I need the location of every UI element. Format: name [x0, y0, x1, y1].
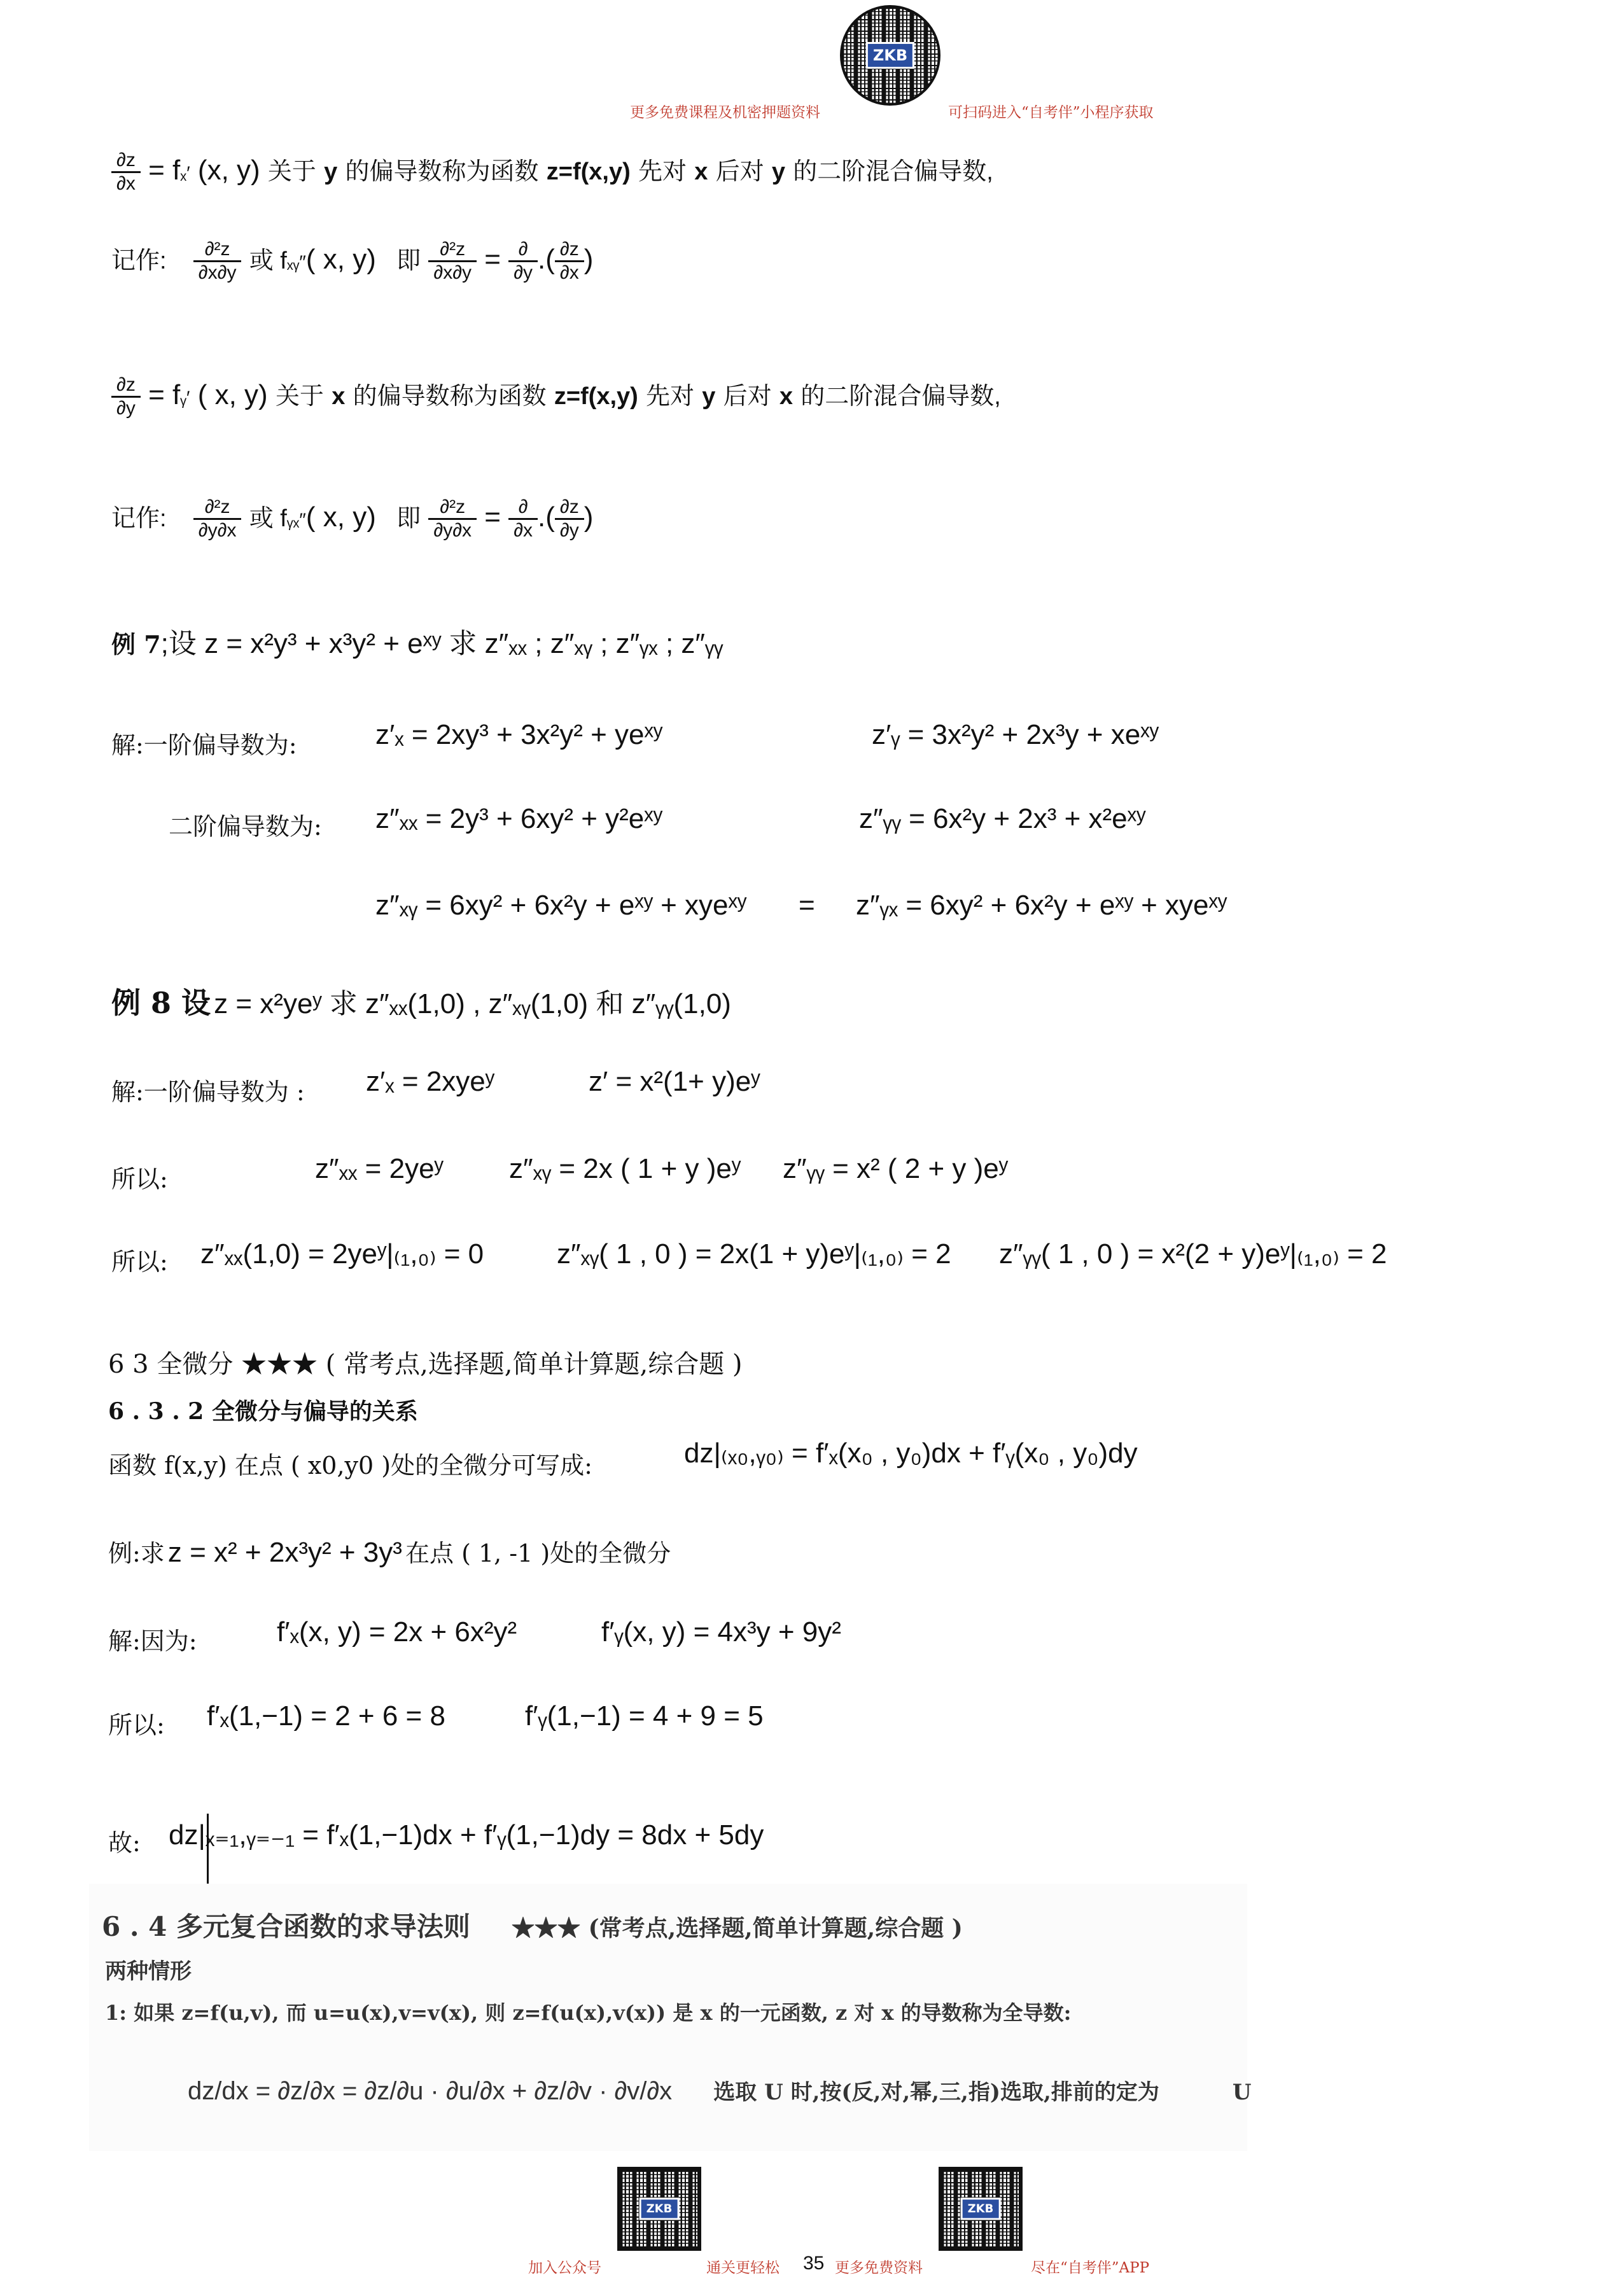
mixed-line1-func: z=f(x,y): [546, 158, 631, 186]
header-qr-code: [840, 5, 940, 106]
ex7-equals: =: [799, 890, 815, 921]
mixed-line2-x: x: [779, 383, 794, 410]
mixed-line1-text-b: 的偏导数称为函数: [345, 158, 539, 186]
sec63-fy-value: f′ᵧ(1,−1) = 4 + 9 = 5: [525, 1700, 764, 1732]
ex8-zxx: z″ₓₓ = 2yeʸ: [315, 1153, 444, 1184]
mixed-line2-y: y: [702, 383, 716, 410]
sec63-fx-value: f′ₓ(1,−1) = 2 + 6 = 8: [207, 1700, 445, 1732]
footer-pass: 通关更轻松: [706, 2260, 780, 2276]
ex8-zyy: z″ᵧᵧ = x² ( 2 + y )eʸ: [783, 1153, 1008, 1184]
mixed-line1-prefix: = f: [148, 155, 181, 186]
ji-2: 即: [396, 505, 421, 533]
footer-qr-code-right: [939, 2167, 1023, 2251]
footer-qr-left-badge: ZKB: [640, 2198, 680, 2220]
sec64-cases: 两种情形: [105, 1959, 192, 1984]
mixed-line2-text-e: 的二阶混合偏导数,: [801, 383, 1001, 410]
or-fxy: 或 f: [249, 248, 287, 275]
mixed-line2: $\frac{\partial z}{\partial y}$ = fᵧ′ ( x, y) 关于 x 的偏导数称为函数 z=f(x,y) 先对 y 后对 x 的二阶混合偏导数,: [111, 374, 1001, 419]
mixed-line2-func: z=f(x,y): [554, 383, 638, 410]
header-left-note: 更多免费课程及机密押题资料: [630, 104, 820, 121]
note-label-2: 记作:: [111, 505, 167, 533]
mixed-line1-args: (x, y): [197, 155, 260, 186]
ex7-setup: ;设 z = x²y³ + x³y² + eˣʸ 求 z″ₓₓ ; z″ₓᵧ ; z″ᵧₓ ; z″ᵧᵧ: [160, 628, 724, 659]
sec64-formula: dz/dx = ∂z/∂x = ∂z/∂u · ∂u/∂x + ∂z/∂v · ∂v/∂x: [188, 2077, 673, 2105]
mixed-line2-prefix: = f: [148, 379, 181, 411]
header-right-note: 可扫码进入“自考伴”小程序获取: [948, 104, 1154, 121]
fyx-args: ( x, y): [305, 501, 376, 533]
footer-app: 尽在“自考伴”APP: [1031, 2260, 1150, 2276]
ex7-zyy: z″ᵧᵧ = 6x²y + 2x³ + x²eˣʸ: [859, 803, 1146, 834]
or-fyx: 或 f: [249, 505, 287, 533]
fxy-args: ( x, y): [305, 244, 376, 276]
mixed-line1-text-a: 关于: [267, 158, 316, 186]
sec63-dz-formula: dz|₍ₓ₀,ᵧ₀₎ = f′ₓ(x₀ , y₀)dx + f′ᵧ(x₀ , y₀)dy: [684, 1438, 1138, 1469]
sec63-example-point: 在点 ( 1, -1 )处的全微分: [405, 1539, 671, 1567]
mixed-line1-var: y: [324, 158, 338, 186]
ex8-value-zxy: z″ₓᵧ( 1 , 0 ) = 2x(1 + y)eʸ|₍₁,₀₎ = 2: [557, 1238, 951, 1270]
ex7-setup-line: [111, 620, 723, 661]
footer-more: 更多免费资料: [835, 2260, 923, 2276]
sec63-solution-label: 解:因为:: [108, 1627, 197, 1655]
ex7-zyx: z″ᵧₓ = 6xy² + 6x²y + eˣʸ + xyeˣʸ: [856, 890, 1227, 921]
ex7-label: 例 7: [111, 630, 161, 659]
ji-1: 即: [396, 248, 421, 275]
sec63-title: 6 3 全微分 ★★★ ( 常考点,选择题,简单计算题,综合题 ): [108, 1350, 743, 1379]
footer-join: 加入公众号: [528, 2260, 601, 2276]
note-label-1: 记作:: [111, 248, 167, 275]
ex7-zx: z′ₓ = 2xy³ + 3x²y² + yeˣʸ: [375, 719, 663, 750]
sec64-formula-line: [188, 2075, 1252, 2106]
mixed-line1-y: y: [771, 158, 786, 186]
sec64-rule-var: U: [1232, 2080, 1252, 2105]
ex8-label: 例 8 设: [111, 986, 211, 1020]
ex8-zxy: z″ₓᵧ = 2x ( 1 + y )eʸ: [509, 1153, 741, 1184]
sec63-gu-label: 故:: [108, 1829, 141, 1857]
mixed-line2-var: x: [332, 383, 346, 410]
ex8-zy: z′ = x²(1+ y)eʸ: [589, 1066, 760, 1097]
sec64-title-line: [102, 1906, 963, 1944]
sec63-result: dz|ₓ₌₁,ᵧ₌₋₁ = f′ₓ(1,−1)dx + f′ᵧ(1,−1)dy = 8dx + 5dy: [169, 1819, 764, 1851]
sec64-rule: 选取 U 时,按(反,对,幂,三,指)选取,排前的定为: [713, 2080, 1159, 2105]
mixed-line1-text-c: 先对: [638, 158, 687, 186]
mixed-line2-text-c: 先对: [646, 383, 695, 410]
footer-qr-code-left: [617, 2167, 701, 2251]
mixed-line2-args: ( x, y): [197, 379, 268, 411]
mixed-line2-text-b: 的偏导数称为函数: [353, 383, 547, 410]
mixed-note-yx: 记作: $\frac{\text{∂²z}}{\partial y\partial x}$ 或 fᵧₓ″( x, y) 即 $\frac{\text{∂²z}}{\partial y\partial x}$ = $\frac{\partial}{\partial x}$ .( $\frac{\partial z}{\partial y}$ ): [111, 496, 594, 541]
ex7-zxy: z″ₓᵧ = 6xy² + 6x²y + eˣʸ + xyeˣʸ: [375, 890, 747, 921]
header-logo: ZKB: [866, 42, 914, 69]
mixed-line2-text-d: 后对: [723, 383, 772, 410]
sec63-example-line: [108, 1534, 671, 1569]
ex7-solution-label: 解:一阶偏导数为:: [111, 731, 297, 759]
ex8-so-label-2: 所以:: [111, 1248, 168, 1276]
mixed-note-xy: 记作: $\frac{\text{∂²z}}{\partial x\partial y}$ 或 fₓᵧ″( x, y) 即 $\frac{\text{∂²z}}{\partial x\partial y}$ = $\frac{\partial}{\partial y}$ .( $\frac{\partial z}{\partial x}$ ): [111, 239, 594, 283]
ex8-solution-label: 解:一阶偏导数为 :: [111, 1078, 305, 1106]
footer-qr-right-badge: ZKB: [961, 2198, 1001, 2220]
sec63-example-label: 例:求: [108, 1539, 165, 1567]
footer-page-number: 35: [803, 2253, 825, 2274]
sec64-stars: ★★★ (常考点,选择题,简单计算题,综合题 ): [512, 1915, 963, 1942]
sec63-so-label: 所以:: [108, 1711, 165, 1739]
ex8-value-zxx: z″ₓₓ(1,0) = 2yeʸ|₍₁,₀₎ = 0: [200, 1238, 484, 1270]
ex8-setup-line: [111, 980, 731, 1022]
sec64-title: 6 . 4 多元复合函数的求导法则: [102, 1911, 470, 1942]
ex8-value-zyy: z″ᵧᵧ( 1 , 0 ) = x²(2 + y)eʸ|₍₁,₀₎ = 2: [999, 1238, 1387, 1270]
ex8-setup: z = x²yeʸ 求 z″ₓₓ(1,0) , z″ₓᵧ(1,0) 和 z″ᵧᵧ(1,0): [214, 988, 731, 1019]
mixed-line2-text-a: 关于: [275, 383, 324, 410]
mixed-line1-x: x: [694, 158, 708, 186]
sec63-fy: f′ᵧ(x, y) = 4x³y + 9y²: [601, 1616, 841, 1648]
sec63-example-func: z = x² + 2x³y² + 3y³: [167, 1537, 402, 1568]
mixed-line1-text-d: 后对: [715, 158, 764, 186]
sec63-function-text: 函数 f(x,y) 在点 ( x0,y0 )处的全微分可写成:: [108, 1452, 592, 1480]
ex7-second-label: 二阶偏导数为:: [169, 813, 322, 841]
ex8-zx: z′ₓ = 2xyeʸ: [366, 1066, 494, 1097]
ex7-zy: z′ᵧ = 3x²y² + 2x³y + xeˣʸ: [872, 719, 1159, 750]
mixed-line1: $\frac{\partial z}{\partial x}$ = fₓ′ (x, y) 关于 y 的偏导数称为函数 z=f(x,y) 先对 x 后对 y 的二阶混合偏导数,: [111, 150, 993, 195]
sec63-fx: f′ₓ(x, y) = 2x + 6x²y²: [277, 1616, 517, 1648]
sec63-subtitle: 6 . 3 . 2 全微分与偏导的关系: [108, 1398, 418, 1425]
mixed-line1-text-e: 的二阶混合偏导数,: [793, 158, 993, 186]
ex8-so-label-1: 所以:: [111, 1165, 168, 1193]
sec64-case1: 1: 如果 z=f(u,v), 而 u=u(x),v=v(x), 则 z=f(u(x),v(x)) 是 x 的一元函数, z 对 x 的导数称为全导数:: [105, 2001, 1072, 2025]
ex7-zxx: z″ₓₓ = 2y³ + 6xy² + y²eˣʸ: [375, 803, 662, 834]
